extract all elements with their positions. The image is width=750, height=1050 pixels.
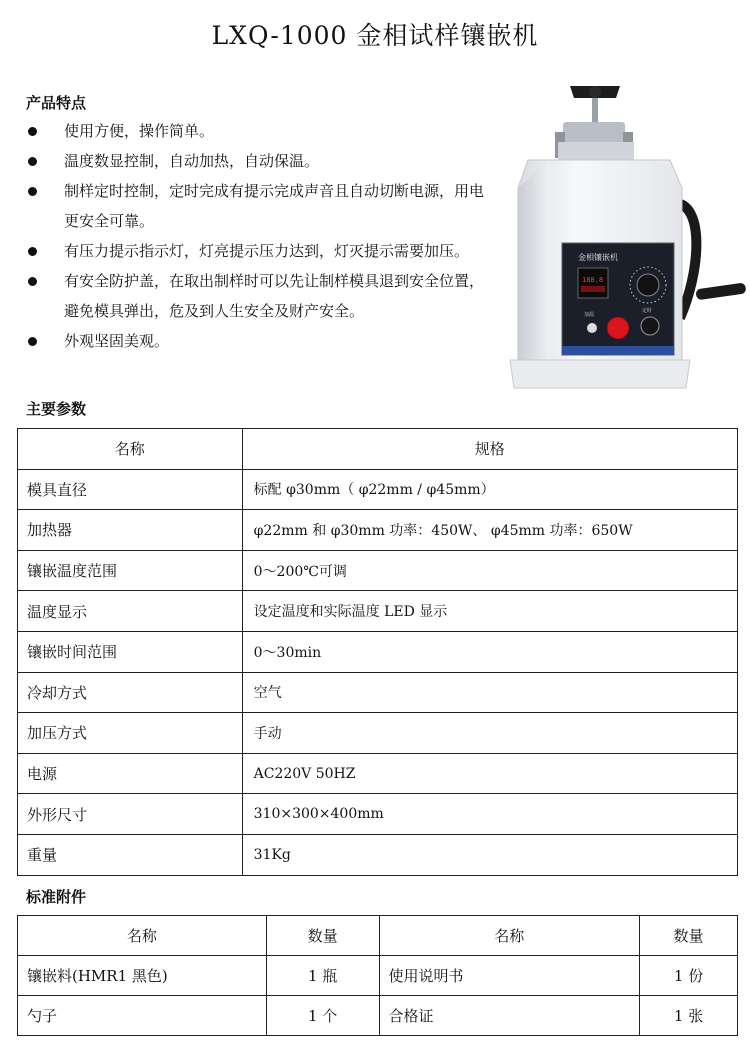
- timer-dial-icon: [637, 274, 659, 296]
- feature-list: [26, 116, 496, 356]
- table-row: 加压方式 手动: [18, 713, 738, 754]
- table-row: 重量 31Kg: [18, 834, 738, 875]
- indicator-light-icon: [587, 323, 597, 333]
- column-header: 名称: [379, 916, 640, 956]
- table-row: 模具直径 标配 φ30mm（ φ22mm / φ45mm）: [18, 469, 738, 510]
- feature-item: 有安全防护盖，在取出制样时可以先让制样模具退到安全位置，避免模具弹出，危及到人生安全及财产安全。: [26, 266, 496, 326]
- table-row: 冷却方式 空气: [18, 672, 738, 713]
- table-header-row: [18, 429, 738, 470]
- bullet-icon: [28, 337, 37, 346]
- table-row: 温度显示 设定温度和实际温度 LED 显示: [18, 591, 738, 632]
- features-heading: 产品特点: [26, 94, 87, 112]
- params-heading: 主要参数: [26, 400, 87, 418]
- accessories-table: [17, 915, 738, 1036]
- table-row: 外形尺寸 310×300×400mm: [18, 794, 738, 835]
- table-row: 电源 AC220V 50HZ: [18, 753, 738, 794]
- table-row: 镶嵌料(HMR1 黑色) 1 瓶 使用说明书 1 份: [18, 956, 738, 996]
- feature-item: 外观坚固美观。: [26, 326, 496, 356]
- column-header: 数量: [640, 916, 738, 956]
- table-row: 镶嵌时间范围 0～30min: [18, 631, 738, 672]
- column-header: 规格: [242, 429, 737, 470]
- power-button-icon: [607, 317, 629, 339]
- bullet-icon: [28, 187, 37, 196]
- svg-text:188.8: 188.8: [582, 276, 604, 284]
- column-header: 名称: [18, 429, 243, 470]
- column-header: 名称: [18, 916, 267, 956]
- column-header: 数量: [266, 916, 379, 956]
- params-table: [17, 428, 738, 876]
- selector-knob-icon: [641, 317, 659, 335]
- bullet-icon: [28, 127, 37, 136]
- feature-item: 制样定时控制，定时完成有提示完成声音且自动切断电源，用电更安全可靠。: [26, 176, 496, 236]
- accessories-heading: 标准附件: [26, 888, 87, 906]
- svg-text:加温: 加温: [584, 312, 595, 318]
- bullet-icon: [28, 277, 37, 286]
- table-row: 勺子 1 个 合格证 1 张: [18, 996, 738, 1036]
- feature-item: 使用方便，操作简单。: [26, 116, 496, 146]
- feature-item: 有压力提示指示灯，灯亮提示压力达到，灯灭提示需要加压。: [26, 236, 496, 266]
- mounting-press-machine-image: [500, 78, 748, 396]
- bullet-icon: [28, 157, 37, 166]
- table-row: 加热器 φ22mm 和 φ30mm 功率：450W、 φ45mm 功率：650W: [18, 510, 738, 551]
- svg-text:定时: 定时: [642, 308, 653, 314]
- table-header-row: [18, 916, 738, 956]
- svg-text:金相镶嵌机: 金相镶嵌机: [578, 253, 618, 262]
- page-title: LXQ-1000 金相试样镶嵌机: [211, 21, 539, 50]
- table-row: 镶嵌温度范围 0～200℃可调: [18, 550, 738, 591]
- bullet-icon: [28, 247, 37, 256]
- feature-item: 温度数显控制，自动加热，自动保温。: [26, 146, 496, 176]
